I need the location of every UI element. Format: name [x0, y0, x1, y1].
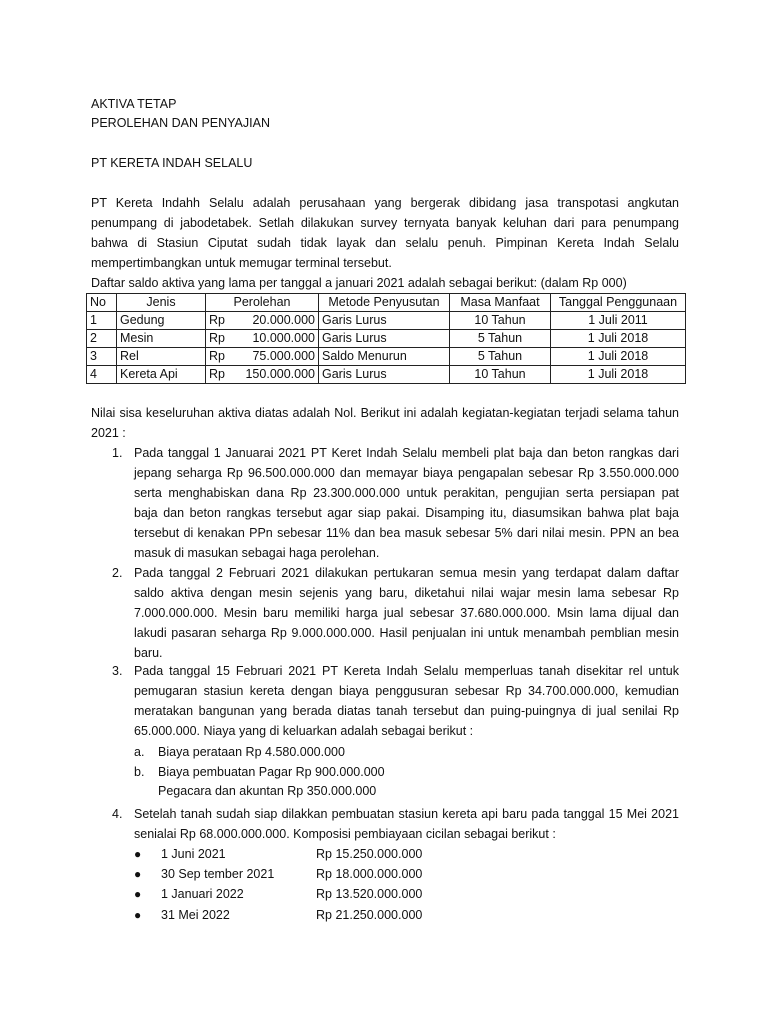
table-row	[87, 312, 686, 330]
cell-jenis: Gedung	[117, 312, 206, 330]
bullet-icon: ●	[134, 867, 142, 881]
list-number: 3.	[112, 664, 123, 678]
bullet-icon: ●	[134, 887, 142, 901]
currency-label: Rp	[209, 349, 225, 363]
cell-metode: Garis Lurus	[319, 330, 450, 348]
list-number: 1.	[112, 446, 123, 460]
table-row	[87, 348, 686, 366]
intro-paragraph	[91, 193, 679, 293]
cell-masa: 10 Tahun	[450, 366, 551, 384]
cell-no: 2	[87, 330, 117, 348]
item-line: jepang seharga Rp 96.500.000.000 dan memayar biaya pengapalan sebesar Rp 3.550.000.000	[134, 466, 679, 480]
cell-masa: 5 Tahun	[450, 348, 551, 366]
cell-metode: Garis Lurus	[319, 366, 450, 384]
activity-item-2	[134, 563, 679, 663]
cell-perolehan	[206, 366, 319, 384]
item-line: baru.	[134, 646, 163, 660]
cell-no: 1	[87, 312, 117, 330]
amount-value: 20.000.000	[252, 313, 315, 327]
header-masa: Masa Manfaat	[450, 294, 551, 312]
header-jenis: Jenis	[117, 294, 206, 312]
cell-tanggal: 1 Juli 2018	[551, 348, 686, 366]
intro-line: mempertimbangkan untuk memugar terminal tersebut.	[91, 256, 392, 270]
sub-item-marker: a.	[134, 745, 145, 759]
cell-jenis: Kereta Api	[117, 366, 206, 384]
paragraph-line: Nilai sisa keseluruhan aktiva diatas adalah Nol. Berikut ini adalah kegiatan-kegiatan terjadi selama tahun	[91, 406, 679, 420]
bullet-icon: ●	[134, 847, 142, 861]
bullet-icon: ●	[134, 908, 142, 922]
item-line: tersebut di kenakan PPn sebesar 11% dan bea masuk sebesar 5% dari nilai mesin. PPN an bea	[134, 526, 679, 540]
item-line: pemugaran stasiun kereta dengan biaya penggusuran sebesar Rp 34.700.000.000, kemudian	[134, 684, 679, 698]
installment-date: 30 Sep tember 2021	[161, 867, 275, 881]
amount-value: 10.000.000	[252, 331, 315, 345]
asset-balance-table	[86, 293, 686, 384]
item-line: masuk di masukan sebagai haga perolehan.	[134, 546, 380, 560]
item-line: senialai Rp 68.000.000.000. Komposisi pembiayaan cicilan sebagai berikut :	[134, 827, 556, 841]
activity-item-1	[134, 443, 679, 563]
cell-metode: Saldo Menurun	[319, 348, 450, 366]
installment-amount: Rp 13.520.000.000	[316, 887, 423, 901]
list-number: 4.	[112, 807, 123, 821]
item-line: Pada tanggal 15 Februari 2021 PT Kereta Indah Selalu memperluas tanah disekitar rel untuk	[134, 664, 679, 678]
title-line-1: AKTIVA TETAP	[91, 97, 177, 111]
activity-item-4	[134, 804, 679, 844]
table-caption: Daftar saldo aktiva yang lama per tanggal a januari 2021 adalah sebagai berikut: (dalam Rp 000)	[91, 276, 627, 290]
cell-no: 4	[87, 366, 117, 384]
header-no: No	[87, 294, 117, 312]
sub-item-text: Biaya perataan Rp 4.580.000.000	[158, 745, 345, 759]
installment-date: 1 Juni 2021	[161, 847, 226, 861]
table-row	[87, 366, 686, 384]
header-tanggal: Tanggal Penggunaan	[551, 294, 686, 312]
intro-line: penumpang di jabodetabek. Setlah dilakukan survey ternyata banyak keluhan dari para penumpang	[91, 216, 679, 230]
intro-line: bahwa di Stasiun Ciputat sudah tidak layak dan selalu penuh. Pimpinan Kereta Indah Selalu	[91, 236, 679, 250]
item-line: 65.000.000. Niaya yang di keluarkan adalah sebagai berikut :	[134, 724, 474, 738]
installment-date: 31 Mei 2022	[161, 908, 230, 922]
item-line: Setelah tanah sudah siap dilakkan pembuatan stasiun kereta api baru pada tanggal 15 Mei 2021	[134, 807, 679, 821]
item-line: saldo aktiva dengan mesin sejenis yang baru, diketahui nilai wajar mesin lama sebesar Rp	[134, 586, 679, 600]
residual-value-paragraph	[91, 403, 679, 443]
cell-masa: 10 Tahun	[450, 312, 551, 330]
list-number: 2.	[112, 566, 123, 580]
currency-label: Rp	[209, 367, 225, 381]
item-line: 7.000.000.000. Mesin baru memiliki harga jual sebesar 37.680.000.000. Msin lama dijual dan	[134, 606, 679, 620]
amount-value: 75.000.000	[252, 349, 315, 363]
intro-line: PT Kereta Indahh Selalu adalah perusahaan yang bergerak dibidang jasa transpotasi angkutan	[91, 196, 679, 210]
item-line: lakudi pasaran seharga Rp 9.000.000.000. Hasil penjualan ini untuk menambah pemblian mesin	[134, 626, 679, 640]
sub-item-text: Pegacara dan akuntan Rp 350.000.000	[158, 784, 377, 798]
header-metode: Metode Penyusutan	[319, 294, 450, 312]
item-line: baja dan beton rangkas tersebut agar siap pakai. Disamping itu, diasumsikan bahwa plat baja	[134, 506, 679, 520]
installment-amount: Rp 18.000.000.000	[316, 867, 423, 881]
installment-date: 1 Januari 2022	[161, 887, 244, 901]
table-header-row	[87, 294, 686, 312]
cell-no: 3	[87, 348, 117, 366]
cell-jenis: Mesin	[117, 330, 206, 348]
item-line: serta menghabiskan dana Rp 23.300.000.000 untuk perakitan, pengujian serta persiapan pat	[134, 486, 679, 500]
sub-item-text: Biaya pembuatan Pagar Rp 900.000.000	[158, 765, 385, 779]
cell-perolehan	[206, 348, 319, 366]
item-line: meratakan bangunan yang berada diatas tanah tersebut dan puing-puingnya di jual senilai Rp	[134, 704, 679, 718]
table-row	[87, 330, 686, 348]
paragraph-line: 2021 :	[91, 426, 126, 440]
activity-item-3	[134, 661, 679, 741]
cell-metode: Garis Lurus	[319, 312, 450, 330]
amount-value: 150.000.000	[245, 367, 315, 381]
cell-perolehan	[206, 330, 319, 348]
header-perolehan: Perolehan	[206, 294, 319, 312]
cell-perolehan	[206, 312, 319, 330]
cell-jenis: Rel	[117, 348, 206, 366]
item-line: Pada tanggal 1 Januarai 2021 PT Keret Indah Selalu membeli plat baja dan beton rangkas dari	[134, 446, 679, 460]
item-line: Pada tanggal 2 Februari 2021 dilakukan pertukaran semua mesin yang terdapat dalam daftar	[134, 566, 679, 580]
cell-tanggal: 1 Juli 2018	[551, 330, 686, 348]
currency-label: Rp	[209, 331, 225, 345]
cell-tanggal: 1 Juli 2018	[551, 366, 686, 384]
company-heading: PT KERETA INDAH SELALU	[91, 156, 253, 170]
title-line-2: PEROLEHAN DAN PENYAJIAN	[91, 116, 270, 130]
sub-item-marker: b.	[134, 765, 145, 779]
installment-amount: Rp 21.250.000.000	[316, 908, 423, 922]
cell-tanggal: 1 Juli 2011	[551, 312, 686, 330]
installment-amount: Rp 15.250.000.000	[316, 847, 423, 861]
cell-masa: 5 Tahun	[450, 330, 551, 348]
currency-label: Rp	[209, 313, 225, 327]
